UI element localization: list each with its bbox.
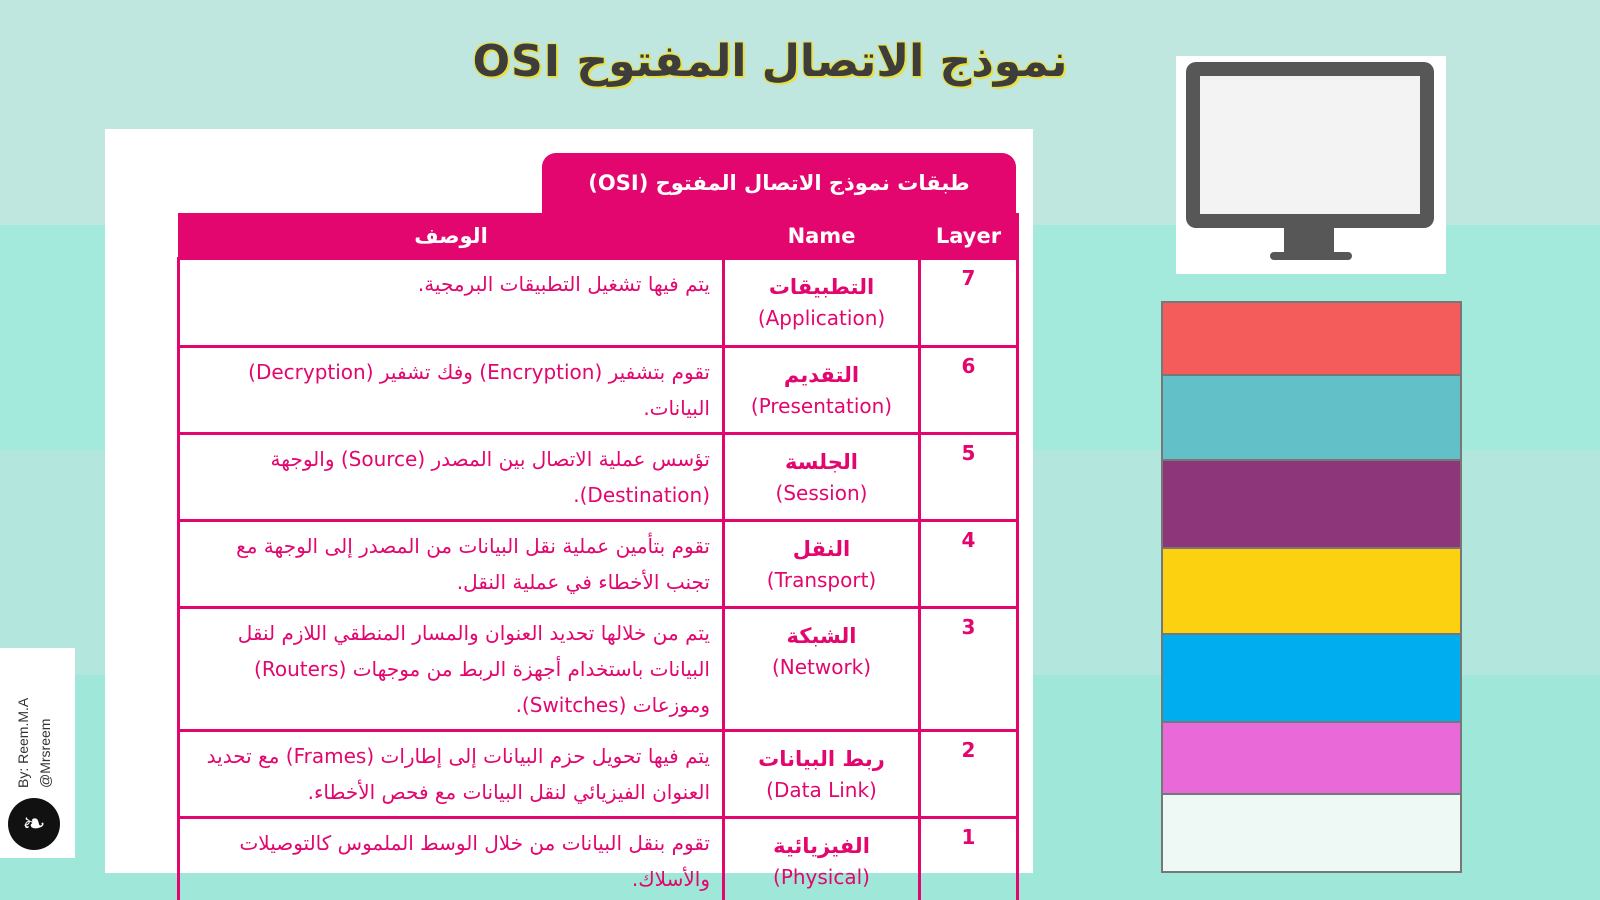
layer-name-arabic: التقديم xyxy=(783,362,860,387)
row-name xyxy=(724,433,920,520)
layer-block xyxy=(1161,301,1462,374)
layer-name-english: (Session) xyxy=(775,480,868,505)
layer-name-arabic: التطبيقات xyxy=(768,274,875,299)
monitor-icon xyxy=(1186,62,1434,228)
row-name xyxy=(724,607,920,730)
monitor-stand xyxy=(1284,228,1334,254)
header-layer: Layer xyxy=(920,214,1018,258)
table-row xyxy=(179,520,1018,607)
layer-name-english: (Presentation) xyxy=(750,393,893,418)
layer-name-arabic: الشبكة xyxy=(786,623,857,648)
layer-number: 7 xyxy=(920,258,1018,346)
layer-number: 6 xyxy=(920,346,1018,433)
row-name xyxy=(724,258,920,346)
layer-color-stack xyxy=(1161,301,1462,873)
table-row xyxy=(179,258,1018,346)
layer-block xyxy=(1161,459,1462,547)
table-row xyxy=(179,730,1018,817)
table-row xyxy=(179,817,1018,900)
table-row xyxy=(179,346,1018,433)
credit-handle: @Mrsreem xyxy=(37,718,53,788)
author-credit xyxy=(0,648,75,858)
table-header-row xyxy=(179,214,1018,258)
layer-name-english: (Network) xyxy=(771,654,872,679)
table-caption: طبقات نموذج الاتصال المفتوح (OSI) xyxy=(542,153,1016,213)
layer-number: 1 xyxy=(920,817,1018,900)
credit-author: By: Reem.M.A xyxy=(15,697,31,788)
layer-block xyxy=(1161,793,1462,873)
monitor-illustration xyxy=(1176,56,1446,274)
bird-logo-icon: ❧ xyxy=(8,798,60,850)
layer-name-english: (Physical) xyxy=(773,864,870,889)
layer-name-english: (Data Link) xyxy=(766,777,877,802)
header-description: الوصف xyxy=(179,214,724,258)
layer-number: 3 xyxy=(920,607,1018,730)
osi-layers-table xyxy=(177,213,1019,900)
table-row xyxy=(179,433,1018,520)
monitor-base xyxy=(1270,252,1352,260)
layer-number: 4 xyxy=(920,520,1018,607)
layer-name-arabic: الجلسة xyxy=(785,449,858,474)
row-description: يتم فيها تشغيل التطبيقات البرمجية. xyxy=(179,258,724,346)
layer-name-arabic: ربط البيانات xyxy=(758,746,885,771)
row-description: تؤسس عملية الاتصال بين المصدر (Source) والوجهة (Destination). xyxy=(179,433,724,520)
osi-table-panel xyxy=(105,129,1033,891)
header-name: Name xyxy=(724,214,920,258)
row-name xyxy=(724,730,920,817)
row-description: تقوم بنقل البيانات من خلال الوسط الملموس كالتوصيلات والأسلاك. xyxy=(179,817,724,900)
layer-block xyxy=(1161,633,1462,721)
row-name xyxy=(724,346,920,433)
table-row xyxy=(179,607,1018,730)
row-name xyxy=(724,520,920,607)
layer-block xyxy=(1161,547,1462,633)
row-description: يتم من خلالها تحديد العنوان والمسار المنطقي اللازم لنقل البيانات باستخدام أجهزة الربط من موجهات (Routers) وموزعات (Switches). xyxy=(179,607,724,730)
layer-block xyxy=(1161,721,1462,793)
row-name xyxy=(724,817,920,900)
slide-title: نموذج الاتصال المفتوح OSI xyxy=(472,36,1068,87)
row-description: تقوم بتأمين عملية نقل البيانات من المصدر إلى الوجهة مع تجنب الأخطاء في عملية النقل. xyxy=(179,520,724,607)
layer-name-arabic: النقل xyxy=(792,536,851,561)
row-description: يتم فيها تحويل حزم البيانات إلى إطارات (Frames) مع تحديد العنوان الفيزيائي لنقل البيانات مع فحص الأخطاء. xyxy=(179,730,724,817)
layer-number: 2 xyxy=(920,730,1018,817)
layer-name-english: (Application) xyxy=(757,305,886,330)
row-description: تقوم بتشفير (Encryption) وفك تشفير (Decryption) البيانات. xyxy=(179,346,724,433)
layer-name-english: (Transport) xyxy=(766,567,877,592)
layer-number: 5 xyxy=(920,433,1018,520)
layer-name-arabic: الفيزيائية xyxy=(773,833,870,858)
layer-block xyxy=(1161,374,1462,459)
